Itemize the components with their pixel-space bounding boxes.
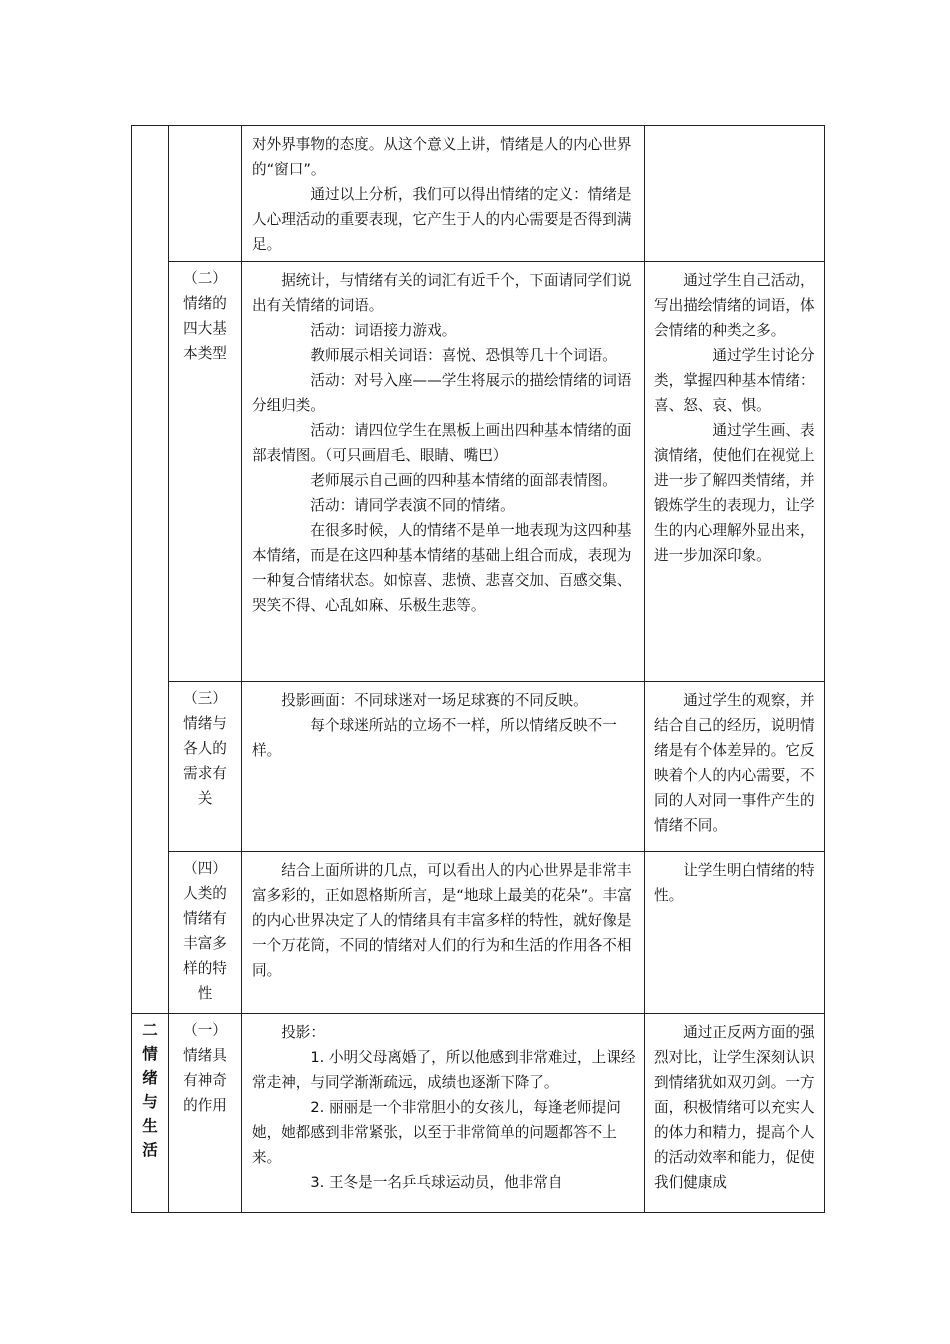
table-row (132, 262, 825, 682)
purpose-text (645, 682, 824, 842)
content-paragraph: 据统计，与情绪有关的词汇有近千个，下面请同学们说出有关情绪的词语。 (252, 272, 632, 314)
subtopic (169, 682, 241, 811)
content-text (242, 126, 644, 261)
content-paragraph: 教师展示相关词语：喜悦、恐惧等几十个词语。 (310, 347, 617, 364)
purpose-paragraph: 通过学生讨论分类，掌握四种基本情绪：喜、怒、哀、惧。 (654, 347, 815, 414)
subtopic (169, 1014, 241, 1118)
purpose-paragraph: 通过学生的观察，并结合自己的经历，说明情绪是有个体差异的。它反映着个人的内心需要，不同的人对同一事件产生的情绪不同。 (654, 692, 815, 834)
section-label (132, 1014, 168, 1162)
content-paragraph: 在很多时候，人的情绪不是单一地表现为这四种基本情绪，而是在这四种基本情绪的基础上组合而成，表现为一种复合情绪状态。如惊喜、悲愤、悲喜交加、百感交集、哭笑不得、心乱如麻、乐极生悲等。 (252, 522, 632, 614)
purpose-cell (645, 262, 825, 682)
purpose-cell (645, 1014, 825, 1213)
subtopic-cell (169, 682, 242, 852)
section-char: 与 (142, 1093, 158, 1111)
subtopic-title-line: 四大基 (183, 320, 227, 337)
content-paragraph: 活动：请四位学生在黑板上画出四种基本情绪的面部表情图。（可只画眉毛、眼睛、嘴巴） (252, 422, 632, 464)
subtopic-title-line: 情绪与 (183, 715, 227, 732)
purpose-paragraph: 通过学生画、表演情绪，使他们在视觉上进一步了解四类情绪，并锻炼学生的表现力，让学生的内心理解外显出来，进一步加深印象。 (654, 422, 815, 564)
content-cell (242, 682, 645, 852)
content-text (242, 262, 644, 622)
content-cell (242, 126, 645, 262)
table-row (132, 1014, 825, 1213)
subtopic (169, 262, 241, 366)
subtopic-title-line: 性 (197, 985, 213, 1002)
table-row (132, 852, 825, 1014)
content-cell (242, 852, 645, 1014)
purpose-cell (645, 682, 825, 852)
content-paragraph: 对外界事物的态度。从这个意义上讲，情绪是人的内心世界的“窗口”。 (252, 136, 632, 178)
subtopic-cell (169, 852, 242, 1014)
subtopic-title-line: 各人的 (183, 740, 227, 757)
lesson-plan-table (131, 125, 825, 1213)
content-paragraph: 3. 王冬是一名乒乓球运动员，他非常自 (310, 1174, 563, 1191)
content-paragraph: 1. 小明父母离婚了，所以他感到非常难过，上课经常走神，与同学渐渐疏远，成绩也逐渐下降了。 (252, 1049, 636, 1091)
purpose-cell (645, 852, 825, 1014)
subtopic-title-line: 情绪有 (183, 910, 227, 927)
section-char: 二 (142, 1021, 158, 1039)
section-char: 绪 (142, 1069, 158, 1087)
content-text (242, 1014, 644, 1199)
content-paragraph: 结合上面所讲的几点，可以看出人的内心世界是非常丰富多彩的，正如恩格斯所言，是“地球上最美的花朵”。丰富的内心世界决定了人的情绪具有丰富多样的特性，就好像是一个万花筒，不同的情绪对人们的行为和生活的作用各不相同。 (252, 862, 632, 979)
content-paragraph: 2. 丽丽是一个非常胆小的女孩儿，每逢老师提问她，她都感到非常紧张，以至于非常简单的问题都答不上来。 (252, 1099, 621, 1166)
section-char: 生 (142, 1117, 158, 1135)
subtopic-number: （二） (183, 270, 227, 287)
content-cell (242, 1014, 645, 1213)
purpose-text (645, 1014, 824, 1199)
purpose-paragraph: 让学生明白情绪的特性。 (654, 862, 815, 904)
content-paragraph: 活动：词语接力游戏。 (310, 322, 457, 339)
content-paragraph: 通过以上分析，我们可以得出情绪的定义：情绪是人心理活动的重要表现，它产生于人的内心需要是否得到满足。 (252, 186, 632, 253)
purpose-cell (645, 126, 825, 262)
content-paragraph: 每个球迷所站的立场不一样，所以情绪反映不一样。 (252, 717, 617, 759)
subtopic-title-line: 的作用 (183, 1097, 227, 1114)
purpose-text (645, 126, 824, 136)
subtopic-title-line: 本类型 (183, 345, 227, 362)
table-row (132, 682, 825, 852)
subtopic-title-line: 情绪具 (183, 1047, 227, 1064)
purpose-text (645, 852, 824, 912)
subtopic-cell (169, 262, 242, 682)
content-paragraph: 老师展示自己画的四种基本情绪的面部表情图。 (310, 472, 617, 489)
subtopic-cell (169, 1014, 242, 1213)
content-text (242, 682, 644, 767)
section-cell-two (132, 1014, 169, 1213)
subtopic-number: （三） (183, 690, 227, 707)
table-row (132, 126, 825, 262)
section-char: 活 (142, 1141, 158, 1159)
subtopic-title-line: 情绪的 (183, 295, 227, 312)
subtopic-number: （四） (183, 860, 227, 877)
subtopic-title-line: 有神奇 (183, 1072, 227, 1089)
subtopic-number: （一） (183, 1022, 227, 1039)
subtopic-title-line: 样的特 (183, 960, 227, 977)
subtopic (169, 126, 241, 130)
purpose-text (645, 262, 824, 572)
subtopic-cell (169, 126, 242, 262)
subtopic-title-line: 需求有 (183, 765, 227, 782)
content-paragraph: 活动：请同学表演不同的情绪。 (310, 497, 515, 514)
subtopic-title-line: 人类的 (183, 885, 227, 902)
content-paragraph: 投影画面：不同球迷对一场足球赛的不同反映。 (281, 692, 588, 709)
purpose-paragraph: 通过正反两方面的强烈对比，让学生深刻认识到情绪犹如双刃剑。一方面，积极情绪可以充实人的体力和精力，提高个人的活动效率和能力，促使我们健康成 (654, 1024, 815, 1191)
content-text (242, 852, 644, 987)
content-paragraph: 投影： (281, 1024, 325, 1041)
subtopic-title-line: 关 (197, 790, 213, 807)
content-cell (242, 262, 645, 682)
content-paragraph: 活动：对号入座——学生将展示的描绘情绪的词语分组归类。 (252, 372, 632, 414)
section-char: 情 (142, 1045, 158, 1063)
purpose-paragraph: 通过学生自己活动，写出描绘情绪的词语，体会情绪的种类之多。 (654, 272, 815, 339)
section-cell-one (132, 126, 169, 1014)
subtopic-title-line: 丰富多 (183, 935, 227, 952)
subtopic (169, 852, 241, 1006)
